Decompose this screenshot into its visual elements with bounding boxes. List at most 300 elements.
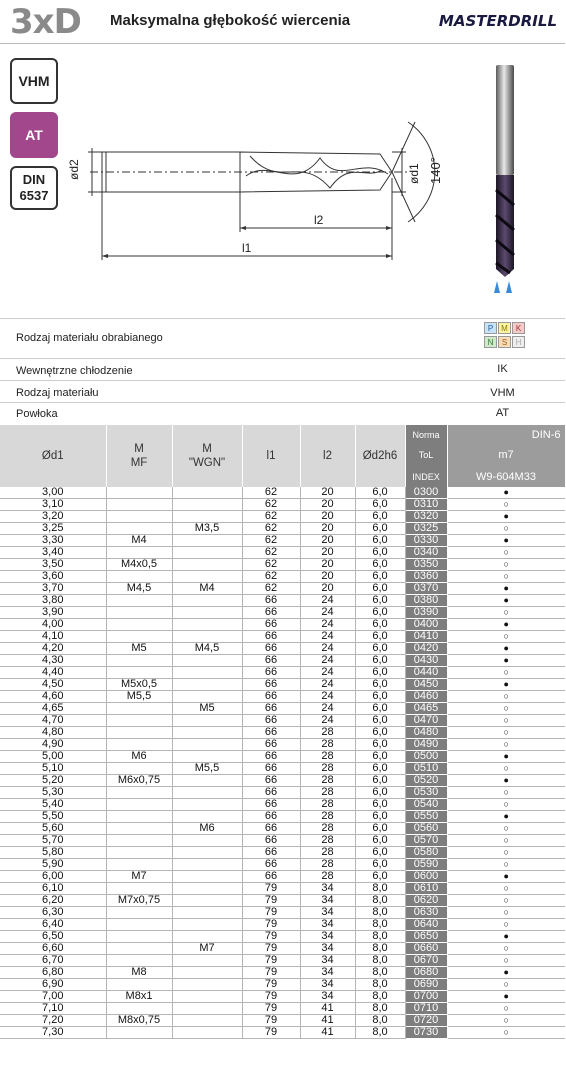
- cell-d2: 8,0: [355, 907, 405, 919]
- cell-d2: 6,0: [355, 511, 405, 523]
- cell-idx: 0480: [405, 727, 447, 739]
- cell-wgn: [172, 751, 242, 763]
- cell-d1: 6,60: [0, 943, 106, 955]
- cell-l1: 62: [242, 535, 300, 547]
- cell-d1: 3,60: [0, 571, 106, 583]
- cell-l2: 24: [300, 643, 355, 655]
- cell-st: ●: [447, 583, 565, 595]
- cell-wgn: [172, 679, 242, 691]
- cell-l1: 66: [242, 667, 300, 679]
- dimensions-table: [0, 425, 566, 1039]
- cell-st: ●: [447, 811, 565, 823]
- cell-d1: 4,50: [0, 679, 106, 691]
- cell-mf: [106, 631, 172, 643]
- cell-d2: 6,0: [355, 571, 405, 583]
- cell-l2: 24: [300, 631, 355, 643]
- din-line2: 6537: [19, 188, 49, 203]
- coating-label: Powłoka: [16, 408, 58, 420]
- cell-d2: 6,0: [355, 583, 405, 595]
- cell-l2: 34: [300, 943, 355, 955]
- cell-l1: 66: [242, 595, 300, 607]
- table-row: [0, 847, 565, 859]
- cell-st: ○: [447, 919, 565, 931]
- cell-mf: [106, 955, 172, 967]
- cell-wgn: [172, 931, 242, 943]
- material-label: Rodzaj materiału: [16, 387, 99, 399]
- cell-l2: 28: [300, 823, 355, 835]
- table-row: [0, 835, 565, 847]
- cell-l2: 28: [300, 859, 355, 871]
- depth-code: 3xD: [10, 2, 81, 42]
- table-row: [0, 895, 565, 907]
- cell-mf: [106, 979, 172, 991]
- cell-wgn: M5,5: [172, 763, 242, 775]
- cell-d2: 8,0: [355, 883, 405, 895]
- cell-l2: 20: [300, 583, 355, 595]
- cell-d1: 5,10: [0, 763, 106, 775]
- iso-n: N: [484, 336, 497, 348]
- cell-l1: 66: [242, 751, 300, 763]
- cell-st: ●: [447, 931, 565, 943]
- cell-st: ○: [447, 499, 565, 511]
- table-row: [0, 523, 565, 535]
- cell-wgn: [172, 919, 242, 931]
- cell-st: ○: [447, 979, 565, 991]
- cell-d1: 5,80: [0, 847, 106, 859]
- cell-l1: 62: [242, 487, 300, 499]
- cell-mf: [106, 943, 172, 955]
- cell-mf: M4,5: [106, 583, 172, 595]
- table-row: [0, 787, 565, 799]
- cell-idx: 0350: [405, 559, 447, 571]
- cell-st: ○: [447, 847, 565, 859]
- cell-st: ●: [447, 775, 565, 787]
- cell-l2: 34: [300, 919, 355, 931]
- cell-wgn: [172, 907, 242, 919]
- cell-d2: 8,0: [355, 1027, 405, 1039]
- workpiece-label: Rodzaj materiału obrabianego: [16, 332, 163, 344]
- table-row: [0, 631, 565, 643]
- cell-l1: 79: [242, 931, 300, 943]
- cell-d2: 6,0: [355, 619, 405, 631]
- cell-l2: 24: [300, 679, 355, 691]
- table-row: [0, 679, 565, 691]
- cell-st: ○: [447, 823, 565, 835]
- cell-l1: 66: [242, 727, 300, 739]
- cell-idx: 0530: [405, 787, 447, 799]
- cell-wgn: [172, 595, 242, 607]
- cell-st: ●: [447, 871, 565, 883]
- cell-d2: 8,0: [355, 895, 405, 907]
- cell-idx: 0660: [405, 943, 447, 955]
- cell-wgn: [172, 883, 242, 895]
- cell-d1: 5,30: [0, 787, 106, 799]
- cell-d2: 6,0: [355, 691, 405, 703]
- material-badge: VHM: [10, 58, 58, 104]
- iso-k: K: [512, 322, 525, 334]
- cell-l2: 34: [300, 931, 355, 943]
- table-row: [0, 811, 565, 823]
- cell-idx: 0690: [405, 979, 447, 991]
- cell-st: ○: [447, 763, 565, 775]
- cell-wgn: [172, 619, 242, 631]
- table-row: [0, 559, 565, 571]
- cell-idx: 0640: [405, 919, 447, 931]
- cell-idx: 0630: [405, 907, 447, 919]
- cell-st: ●: [447, 655, 565, 667]
- cell-l1: 66: [242, 739, 300, 751]
- iso-h: H: [512, 336, 525, 348]
- cell-l1: 62: [242, 571, 300, 583]
- cell-l1: 62: [242, 547, 300, 559]
- cell-l1: 79: [242, 1027, 300, 1039]
- cell-wgn: [172, 775, 242, 787]
- cell-wgn: M3,5: [172, 523, 242, 535]
- table-row: [0, 547, 565, 559]
- cell-mf: [106, 847, 172, 859]
- cell-d2: 6,0: [355, 811, 405, 823]
- cell-mf: M8x0,75: [106, 1015, 172, 1027]
- cell-l1: 79: [242, 943, 300, 955]
- table-row: [0, 715, 565, 727]
- cell-idx: 0490: [405, 739, 447, 751]
- cell-l1: 66: [242, 679, 300, 691]
- cell-d2: 6,0: [355, 523, 405, 535]
- cell-l2: 24: [300, 655, 355, 667]
- cell-l1: 62: [242, 559, 300, 571]
- cell-mf: [106, 907, 172, 919]
- cell-d2: 6,0: [355, 799, 405, 811]
- cell-idx: 0650: [405, 931, 447, 943]
- cell-l1: 66: [242, 823, 300, 835]
- cell-wgn: [172, 871, 242, 883]
- cell-wgn: [172, 727, 242, 739]
- cell-st: ○: [447, 1027, 565, 1039]
- cell-mf: [106, 571, 172, 583]
- cell-l1: 66: [242, 763, 300, 775]
- cell-idx: 0460: [405, 691, 447, 703]
- cell-mf: [106, 811, 172, 823]
- cell-d1: 4,40: [0, 667, 106, 679]
- cell-idx: 0370: [405, 583, 447, 595]
- cell-st: ●: [447, 679, 565, 691]
- drill-photo: [470, 55, 540, 300]
- cell-idx: 0700: [405, 991, 447, 1003]
- cell-st: ●: [447, 643, 565, 655]
- cell-mf: M6: [106, 751, 172, 763]
- cell-d2: 6,0: [355, 487, 405, 499]
- cell-idx: 0410: [405, 631, 447, 643]
- cell-l1: 62: [242, 583, 300, 595]
- table-row: [0, 487, 565, 499]
- cell-st: ○: [447, 571, 565, 583]
- cell-l2: 28: [300, 835, 355, 847]
- cell-mf: [106, 727, 172, 739]
- cell-st: ○: [447, 715, 565, 727]
- cell-d2: 6,0: [355, 703, 405, 715]
- cell-wgn: [172, 811, 242, 823]
- cell-l2: 28: [300, 739, 355, 751]
- cell-st: ●: [447, 967, 565, 979]
- cell-d1: 4,70: [0, 715, 106, 727]
- cell-wgn: [172, 991, 242, 1003]
- cell-mf: M5,5: [106, 691, 172, 703]
- cell-wgn: M4: [172, 583, 242, 595]
- col-m-wgn: M "WGN": [172, 425, 242, 487]
- cell-st: ○: [447, 799, 565, 811]
- cell-idx: 0465: [405, 703, 447, 715]
- cell-mf: [106, 859, 172, 871]
- cell-d1: 4,90: [0, 739, 106, 751]
- cell-l2: 28: [300, 871, 355, 883]
- cell-d1: 5,40: [0, 799, 106, 811]
- cell-mf: [106, 547, 172, 559]
- cell-l1: 66: [242, 799, 300, 811]
- cell-d1: 3,50: [0, 559, 106, 571]
- cell-idx: 0300: [405, 487, 447, 499]
- cell-l2: 34: [300, 967, 355, 979]
- table-row: [0, 595, 565, 607]
- cell-mf: M7x0,75: [106, 895, 172, 907]
- cell-d1: 5,20: [0, 775, 106, 787]
- cell-st: ○: [447, 727, 565, 739]
- cell-l1: 62: [242, 523, 300, 535]
- cell-idx: 0550: [405, 811, 447, 823]
- table-row: [0, 703, 565, 715]
- cell-wgn: [172, 799, 242, 811]
- col-m-mf: M MF: [106, 425, 172, 487]
- cell-mf: [106, 835, 172, 847]
- table-row: [0, 727, 565, 739]
- cell-d1: 5,60: [0, 823, 106, 835]
- cell-wgn: [172, 691, 242, 703]
- col-l1: l1: [242, 425, 300, 487]
- cell-idx: 0520: [405, 775, 447, 787]
- table-row: [0, 799, 565, 811]
- cell-mf: [106, 883, 172, 895]
- cell-wgn: [172, 1003, 242, 1015]
- cell-d1: 7,10: [0, 1003, 106, 1015]
- cell-d2: 6,0: [355, 667, 405, 679]
- cell-l2: 20: [300, 535, 355, 547]
- table-row: [0, 583, 565, 595]
- cell-d1: 3,70: [0, 583, 106, 595]
- cell-mf: M5x0,5: [106, 679, 172, 691]
- cell-l2: 28: [300, 775, 355, 787]
- cell-d1: 3,40: [0, 547, 106, 559]
- cell-mf: [106, 799, 172, 811]
- cell-st: ●: [447, 595, 565, 607]
- cell-d2: 6,0: [355, 607, 405, 619]
- cell-l2: 20: [300, 523, 355, 535]
- cell-d2: 6,0: [355, 787, 405, 799]
- cell-idx: 0325: [405, 523, 447, 535]
- cell-idx: 0710: [405, 1003, 447, 1015]
- cell-wgn: [172, 499, 242, 511]
- cell-idx: 0320: [405, 511, 447, 523]
- cell-l2: 24: [300, 595, 355, 607]
- table-row: [0, 943, 565, 955]
- table-row: [0, 775, 565, 787]
- coating-badge: AT: [10, 112, 58, 158]
- cell-d2: 6,0: [355, 547, 405, 559]
- cell-d1: 4,10: [0, 631, 106, 643]
- table-row: [0, 919, 565, 931]
- cell-mf: [106, 763, 172, 775]
- cell-l1: 79: [242, 967, 300, 979]
- cell-mf: [106, 667, 172, 679]
- cell-mf: [106, 715, 172, 727]
- cell-wgn: [172, 487, 242, 499]
- cell-wgn: [172, 895, 242, 907]
- cell-d1: 5,00: [0, 751, 106, 763]
- cell-idx: 0340: [405, 547, 447, 559]
- cell-mf: [106, 931, 172, 943]
- cell-l2: 34: [300, 991, 355, 1003]
- cell-l1: 79: [242, 919, 300, 931]
- cell-st: ○: [447, 631, 565, 643]
- cell-d1: 6,50: [0, 931, 106, 943]
- col-d1: Ød1: [0, 425, 106, 487]
- cell-idx: 0430: [405, 655, 447, 667]
- cell-d1: 6,90: [0, 979, 106, 991]
- cell-l1: 66: [242, 859, 300, 871]
- iso-groups: [484, 322, 532, 352]
- cell-l1: 79: [242, 991, 300, 1003]
- table-row: [0, 955, 565, 967]
- cell-l2: 41: [300, 1003, 355, 1015]
- cell-mf: [106, 1003, 172, 1015]
- cell-wgn: [172, 979, 242, 991]
- cell-l2: 34: [300, 955, 355, 967]
- cell-d2: 8,0: [355, 1015, 405, 1027]
- cell-l1: 66: [242, 811, 300, 823]
- cell-idx: 0310: [405, 499, 447, 511]
- cell-d1: 3,30: [0, 535, 106, 547]
- norma-label: Norma: [405, 425, 447, 444]
- cell-wgn: M7: [172, 943, 242, 955]
- cell-l1: 66: [242, 871, 300, 883]
- cell-l2: 20: [300, 499, 355, 511]
- cell-l2: 41: [300, 1015, 355, 1027]
- cell-l1: 66: [242, 715, 300, 727]
- cell-l2: 34: [300, 883, 355, 895]
- table-row: [0, 823, 565, 835]
- divider: [0, 380, 565, 381]
- cell-idx: 0450: [405, 679, 447, 691]
- cell-d2: 6,0: [355, 631, 405, 643]
- table-row: [0, 1003, 565, 1015]
- cell-d1: 6,10: [0, 883, 106, 895]
- cell-d1: 3,00: [0, 487, 106, 499]
- cell-idx: 0720: [405, 1015, 447, 1027]
- cell-wgn: [172, 511, 242, 523]
- cell-d1: 7,00: [0, 991, 106, 1003]
- cell-mf: [106, 511, 172, 523]
- cell-wgn: [172, 859, 242, 871]
- table-row: [0, 883, 565, 895]
- cell-d1: 7,30: [0, 1027, 106, 1039]
- cell-mf: M8x1: [106, 991, 172, 1003]
- cell-st: ○: [447, 607, 565, 619]
- cell-st: ○: [447, 739, 565, 751]
- cell-st: ○: [447, 691, 565, 703]
- logo-drill: DRILL: [508, 12, 557, 30]
- cell-mf: M4: [106, 535, 172, 547]
- cell-d2: 6,0: [355, 727, 405, 739]
- cell-l2: 34: [300, 979, 355, 991]
- cell-l2: 24: [300, 715, 355, 727]
- cell-wgn: [172, 955, 242, 967]
- cell-l2: 24: [300, 703, 355, 715]
- cell-idx: 0440: [405, 667, 447, 679]
- cell-d1: 6,30: [0, 907, 106, 919]
- table-row: [0, 751, 565, 763]
- cell-mf: [106, 595, 172, 607]
- cell-wgn: [172, 535, 242, 547]
- table-row: [0, 499, 565, 511]
- table-row: [0, 655, 565, 667]
- page-title: Maksymalna głębokość wiercenia: [110, 12, 351, 29]
- cell-d1: 3,20: [0, 511, 106, 523]
- cell-d2: 6,0: [355, 715, 405, 727]
- cell-l1: 79: [242, 1003, 300, 1015]
- cell-d2: 6,0: [355, 871, 405, 883]
- cell-wgn: M6: [172, 823, 242, 835]
- cell-d1: 4,80: [0, 727, 106, 739]
- cell-d2: 6,0: [355, 775, 405, 787]
- cell-wgn: [172, 607, 242, 619]
- cell-idx: 0500: [405, 751, 447, 763]
- cell-wgn: [172, 1027, 242, 1039]
- divider: [0, 402, 565, 403]
- cell-st: ●: [447, 619, 565, 631]
- table-row: [0, 907, 565, 919]
- cell-idx: 0330: [405, 535, 447, 547]
- brand-logo: [439, 12, 557, 30]
- cell-st: ○: [447, 883, 565, 895]
- cell-d2: 6,0: [355, 847, 405, 859]
- cell-l1: 66: [242, 607, 300, 619]
- norma-value: DIN-6: [447, 425, 565, 444]
- cell-st: ●: [447, 487, 565, 499]
- table-row: [0, 619, 565, 631]
- cell-idx: 0570: [405, 835, 447, 847]
- cooling-label: Wewnętrzne chłodzenie: [16, 365, 133, 377]
- cell-d2: 6,0: [355, 655, 405, 667]
- cell-d2: 6,0: [355, 763, 405, 775]
- angle-label: 140°: [428, 157, 443, 184]
- cell-st: ○: [447, 835, 565, 847]
- cell-wgn: [172, 655, 242, 667]
- cell-l2: 20: [300, 571, 355, 583]
- cell-l2: 41: [300, 1027, 355, 1039]
- cell-l2: 28: [300, 799, 355, 811]
- cell-wgn: [172, 571, 242, 583]
- cell-d1: 3,10: [0, 499, 106, 511]
- cell-mf: M4x0,5: [106, 559, 172, 571]
- cell-l2: 20: [300, 487, 355, 499]
- cell-d1: 6,80: [0, 967, 106, 979]
- cell-mf: M6x0,75: [106, 775, 172, 787]
- cell-wgn: [172, 847, 242, 859]
- cell-d2: 8,0: [355, 955, 405, 967]
- cell-d1: 4,65: [0, 703, 106, 715]
- cell-idx: 0730: [405, 1027, 447, 1039]
- cell-idx: 0620: [405, 895, 447, 907]
- cell-l2: 24: [300, 691, 355, 703]
- cell-mf: [106, 739, 172, 751]
